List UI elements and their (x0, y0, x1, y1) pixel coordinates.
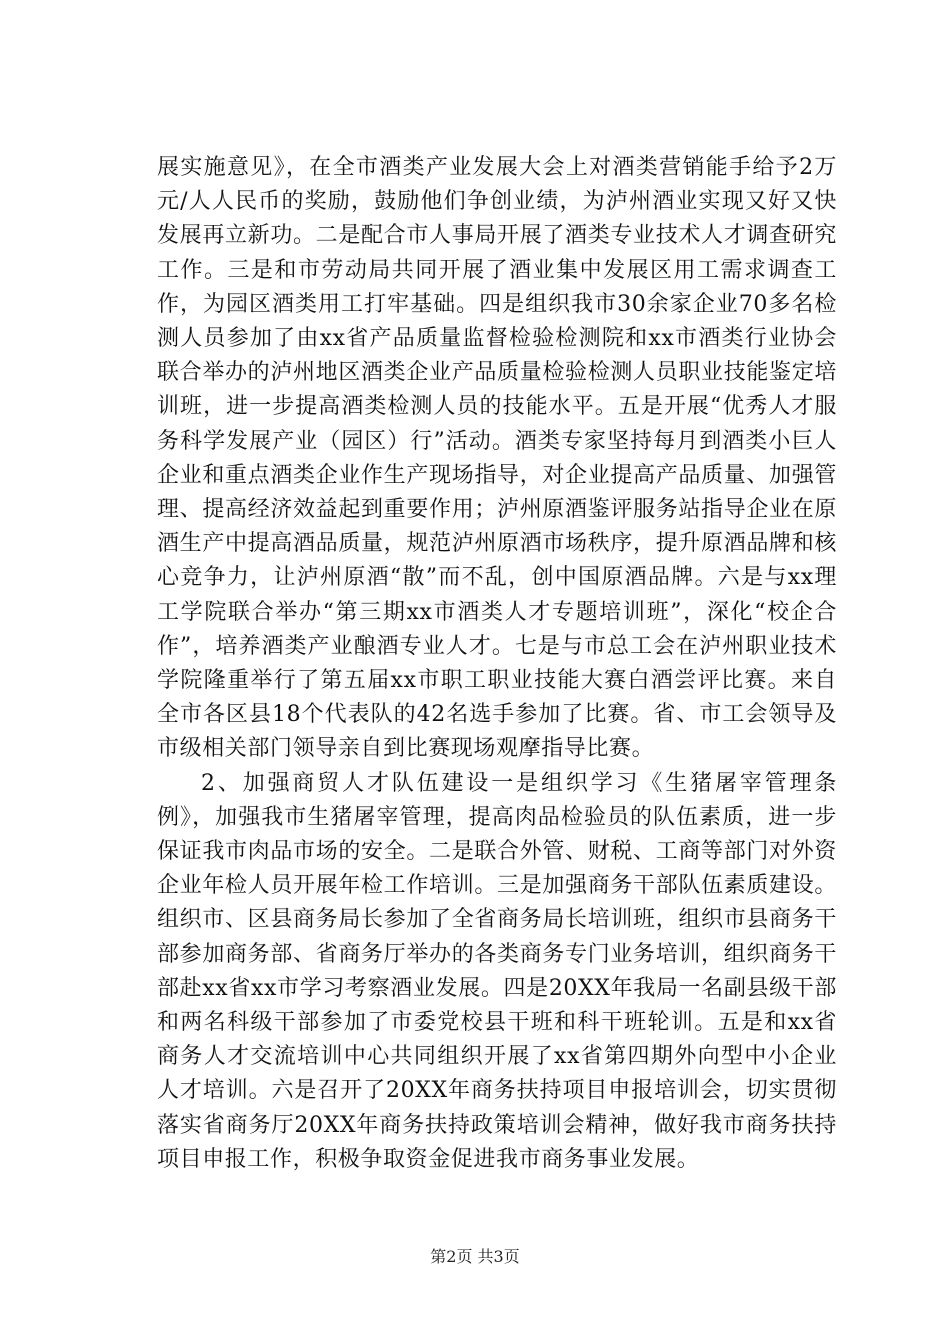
paragraph-commerce-talent: 2、加强商贸人才队伍建设一是组织学习《生猪屠宰管理条例》，加强我市生猪屠宰管理，提高肉品检验员的队伍素质，进一步保证我市肉品市场的安全。二是联合外管、财税、工商等部门对外资企业年检人员开展年检工作培训。三是加强商务干部队伍素质建设。组织市、区县商务局长参加了全省商务局长培训班，组织市县商务干部参加商务部、省商务厅举办的各类商务专门业务培训，组织商务干部赴xx省xx市学习考察酒业发展。四是20XX年我局一名副县级干部和两名科级干部参加了市委党校县干班和科干班轮训。五是和xx省商务人才交流培训中心共同组织开展了xx省第四期外向型中小企业人才培训。六是召开了20XX年商务扶持项目申报培训会，切实贯彻落实省商务厅20XX年商务扶持政策培训会精神，做好我市商务扶持项目申报工作，积极争取资金促进我市商务事业发展。 (157, 770, 837, 1172)
page-footer: 第2页 共3页 (430, 1247, 520, 1266)
paragraph-continued: 展实施意见》，在全市酒类产业发展大会上对酒类营销能手给予2万元/人人民币的奖励，鼓励他们争创业绩，为泸州酒业实现又好又快发展再立新功。二是配合市人事局开展了酒类专业技术人才调查研究工作。三是和市劳动局共同开展了酒业集中发展区用工需求调查工作，为园区酒类用工打牢基础。四是组织我市30余家企业70多名检测人员参加了由xx省产品质量监督检验检测院和xx市酒类行业协会联合举办的泸州地区酒类企业产品质量检验检测人员职业技能鉴定培训班，进一步提高酒类检测人员的技能水平。五是开展“优秀人才服务科学发展产业（园区）行”活动。酒类专家坚持每月到酒类小巨人企业和重点酒类企业作生产现场指导，对企业提高产品质量、加强管理、提高经济效益起到重要作用；泸州原酒鉴评服务站指导企业在原酒生产中提高酒品质量，规范泸州原酒市场秩序，提升原酒品牌和核心竞争力，让泸州原酒“散”而不乱，创中国原酒品牌。六是与xx理工学院联合举办“第三期xx市酒类人才专题培训班”，深化“校企合作”，培养酒类产业酿酒专业人才。七是与市总工会在泸州职业技术学院隆重举行了第五届xx市职工职业技能大赛白酒尝评比赛。来自全市各区县18个代表队的42名选手参加了比赛。省、市工会领导及市级相关部门领导亲自到比赛现场观摩指导比赛。 (157, 155, 837, 762)
document-body (157, 151, 837, 1177)
